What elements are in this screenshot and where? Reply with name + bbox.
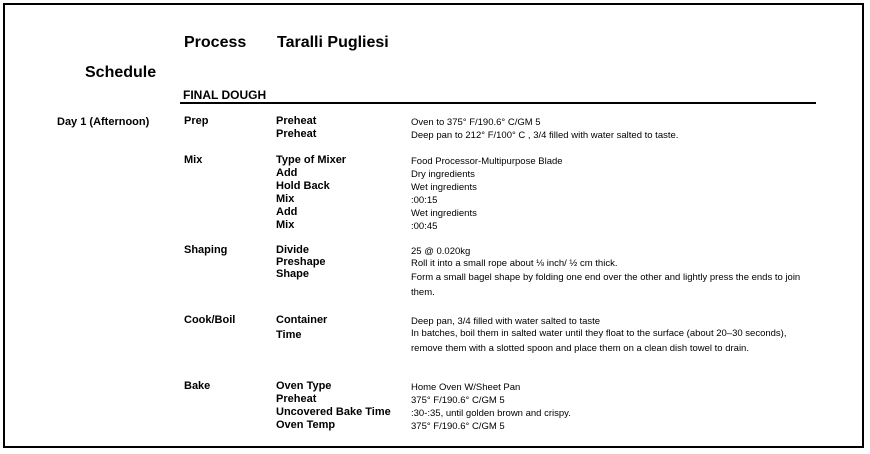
category-bake: Bake <box>184 380 211 392</box>
step-label: Mix <box>276 219 295 231</box>
step-label: Preshape <box>276 256 326 268</box>
category-shaping: Shaping <box>184 244 228 256</box>
step-value: Deep pan to 212° F/100° C , 3/4 filled with water salted to taste. <box>411 130 679 141</box>
day-label: Day 1 (Afternoon) <box>57 116 150 128</box>
step-value: Wet ingredients <box>411 182 477 193</box>
step-value: Oven to 375° F/190.6° C/GM 5 <box>411 117 541 128</box>
step-value: :00:45 <box>411 221 438 232</box>
step-value: Roll it into a small rope about ⅛ inch/ ½ cm thick. <box>411 258 618 269</box>
step-label: Preheat <box>276 393 317 405</box>
step-label: Add <box>276 206 298 218</box>
step-value: Form a small bagel shape by folding one end over the other and lightly press the ends to join them. <box>411 272 801 298</box>
step-label: Shape <box>276 268 310 280</box>
category-mix: Mix <box>184 154 203 166</box>
step-value: Food Processor-Multipurpose Blade <box>411 156 563 167</box>
step-value: Wet ingredients <box>411 208 477 219</box>
step-label: Mix <box>276 193 295 205</box>
step-label: Divide <box>276 244 310 256</box>
step-label: Container <box>276 314 328 326</box>
step-label: Hold Back <box>276 180 330 192</box>
step-value: 25 @ 0.020kg <box>411 246 471 257</box>
step-value: Dry ingredients <box>411 169 475 180</box>
category-prep: Prep <box>184 115 209 127</box>
process-label: Process <box>184 34 247 51</box>
step-value: :00:15 <box>411 195 438 206</box>
step-label: Time <box>276 329 302 341</box>
step-label: Oven Type <box>276 380 332 392</box>
section-divider <box>180 102 816 104</box>
recipe-title: Taralli Pugliesi <box>277 34 389 51</box>
step-value: In batches, boil them in salted water until they float to the surface (about 20–30 seconds), remove them with a slotted spoon and place them on a clean dish towel to drain. <box>411 328 787 354</box>
step-label: Uncovered Bake Time <box>276 406 391 418</box>
step-label: Oven Temp <box>276 419 336 431</box>
step-label: Add <box>276 167 298 179</box>
step-label: Preheat <box>276 128 317 140</box>
step-label: Type of Mixer <box>276 154 347 166</box>
schedule-label: Schedule <box>85 64 157 81</box>
step-value: :30-:35, until golden brown and crispy. <box>411 408 571 419</box>
step-value: 375° F/190.6° C/GM 5 <box>411 395 505 406</box>
step-value: Home Oven W/Sheet Pan <box>411 382 521 393</box>
step-value: 375° F/190.6° C/GM 5 <box>411 421 505 432</box>
step-value: Deep pan, 3/4 filled with water salted to taste <box>411 316 601 327</box>
step-label: Preheat <box>276 115 317 127</box>
section-title: FINAL DOUGH <box>183 88 267 102</box>
category-cook-boil: Cook/Boil <box>184 314 236 326</box>
